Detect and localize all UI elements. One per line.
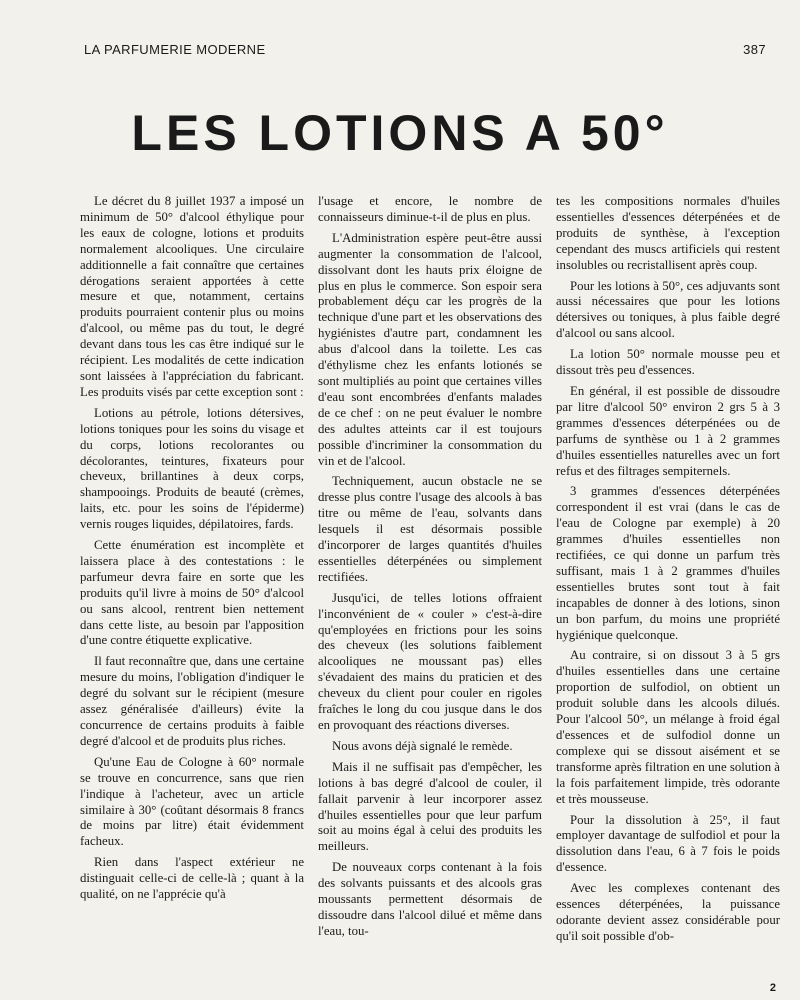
paragraph: Cette énumération est incomplète et laissera place à des contestations : le parfumeur devra faire en sorte que les produits qu'il livre à moins de 50° d'alcool ou sans alcool, rentrent bien nettement dans cette liste, au besoin par l'apposition d'une contre étiquette explicative.	[80, 538, 304, 648]
paragraph: l'usage et encore, le nombre de connaisseurs diminue-t-il de plus en plus.	[318, 194, 542, 224]
paragraph: Techniquement, aucun obstacle ne se dresse plus contre l'usage des alcools à bas titre ou même de l'eau, solvants dans lesquels il est désormais possible d'incorporer de larges quantités d'huiles essentielles déterpénées ou simplement rectifiées.	[318, 474, 542, 584]
paragraph: Rien dans l'aspect extérieur ne distinguait celle-ci de celle-là ; quant à la qualité, on ne l'apprécie qu'à	[80, 855, 304, 902]
paragraph: 3 grammes d'essences déterpénées correspondent il est vrai (dans le cas de l'eau de Cologne par exemple) à 20 grammes d'huiles essentielles non rectifiées, ce qui donne un parfum très suffisant, mais 1 à 2 grammes d'huiles essentielles brutes sont tout à fait incapables de donner à des lotions, sinon un bon parfum, du moins une propriété hygiénique quelconque.	[556, 484, 780, 642]
column-1	[80, 194, 304, 950]
paragraph: L'Administration espère peut-être aussi augmenter la consommation de l'alcool, dissolvant dont les hauts prix éloigne de plus en plus le commerce. Son espoir sera probablement déçu car les progrès de la technique d'une part et les observations des hygiénistes d'autre part, condamnent les abus d'alcool dans la toilette. Les cas d'éthylisme chez les enfants lotionés se sont multipliés au point que certaines villes d'eau sont encombrées d'enfants malades de ce chef : on ne peut évaluer le nombre des adultes atteints car il est toujours possible d'incriminer la consommation du vin et de l'alcool.	[318, 230, 542, 468]
paragraph: De nouveaux corps contenant à la fois des solvants puissants et des alcools gras moussants permettent désormais de dissoudre dans l'alcool dilué et même dans l'eau, tou-	[318, 860, 542, 938]
paragraph: Jusqu'ici, de telles lotions offraient l'inconvénient de « couler » c'est-à-dire qu'employées en frictions pour les soins des cheveux (les solutions faiblement alcooliques ne moussant pas) elles s'évadaient des mains du praticien et des cheveux du client pour couler en rigoles fraîches le long du cou jusque dans le dos en provoquant des réactions diverses.	[318, 590, 542, 732]
paragraph: Il faut reconnaître que, dans une certaine mesure du moins, l'obligation d'indiquer le degré du solvant sur le récipient (mesure assez généralisée d'ailleurs) évite la concurrence de certains produits à faible degré d'alcool et de produits plus riches.	[80, 654, 304, 748]
paragraph: Pour les lotions à 50°, ces adjuvants sont aussi nécessaires que pour les lotions détersives ou toniques, à plus faible degré d'alcool ou sans alcool.	[556, 278, 780, 341]
column-2	[318, 194, 542, 950]
paragraph: En général, il est possible de dissoudre par litre d'alcool 50° environ 2 grs 5 à 3 grammes d'essences déterpénées ou de parfums de synthèse ou 1 à 2 grammes d'huiles essentielles naturelles avec un fort refus et des filtrages sempiternels.	[556, 383, 780, 478]
column-3	[556, 194, 780, 950]
paragraph: Qu'une Eau de Cologne à 60° normale se trouve en concurrence, sans que rien l'indique à l'acheteur, avec un article similaire à 30° (coûtant désormais 8 francs de moins par litre) était évidemment facheux.	[80, 754, 304, 849]
paragraph: Avec les complexes contenant des essences déterpénées, la puissance odorante devient assez considérable pour qu'il soit possible d'ob-	[556, 881, 780, 943]
paragraph: Pour la dissolution à 25°, il faut employer davantage de sulfodiol et pour la dissolution dans l'eau, 6 à 7 fois le poids d'essence.	[556, 812, 780, 875]
paragraph: La lotion 50° normale mousse peu et dissout très peu d'essences.	[556, 347, 780, 378]
journal-name: LA PARFUMERIE MODERNE	[84, 42, 266, 57]
article-body	[80, 194, 780, 950]
paragraph: Au contraire, si on dissout 3 à 5 grs d'huiles essentielles dans une certaine proportion de sulfodiol, on obtient un produit soluble dans les alcools dilués. Pour l'alcool 50°, un mélange à froid égal d'essences et de sulfodiol donne un complexe qui se dissout aisément et se transforme après filtration en une solution à la fois parfaitement limpide, très odorante et très mousseuse.	[556, 648, 780, 806]
signature-mark: 2	[769, 982, 776, 994]
running-head	[84, 42, 766, 57]
article-title: LES LOTIONS A 50°	[131, 105, 669, 161]
paragraph: Mais il ne suffisait pas d'empêcher, les lotions à bas degré d'alcool de couler, il fallait parvenir à leur incorporer assez d'huiles essentielles pour que leur parfum soit au moins égal à celui des produits les meilleurs.	[318, 759, 542, 854]
paragraph: Le décret du 8 juillet 1937 a imposé un minimum de 50° d'alcool éthylique pour les eaux de cologne, lotions et produits normalement alcooliques. Une circulaire additionnelle a fait connaître que certaines dérogations seraient apportées à cette mesure et que, notamment, certains produits pourraient contenir plus ou moins d'alcool, ou même pas du tout, le degré devant dans tous les cas être indiqué sur le récipient. Les modalités de cette indication sont laissées à l'appréciation du fabricant. Les produits visés par cette exception sont :	[80, 194, 304, 399]
paragraph: Nous avons déjà signalé le remède.	[332, 738, 513, 753]
page-number: 387	[743, 42, 766, 57]
paragraph: tes les compositions normales d'huiles essentielles d'essences déterpénées et de produits de synthèse, à l'exception cependant des muscs artificiels qui restent insolubles ou recristallisent après coup.	[556, 194, 780, 272]
paragraph: Lotions au pétrole, lotions détersives, lotions toniques pour les soins du visage et du corps, lotions recolorantes ou décolorantes, teintures, fixateurs pour cheveux, brillantines à deux corps, shampooings. Produits de beauté (crèmes, laits, etc. pour les soins de l'épiderme) vernis rouges liquides, dépilatoires, fards.	[80, 405, 304, 532]
